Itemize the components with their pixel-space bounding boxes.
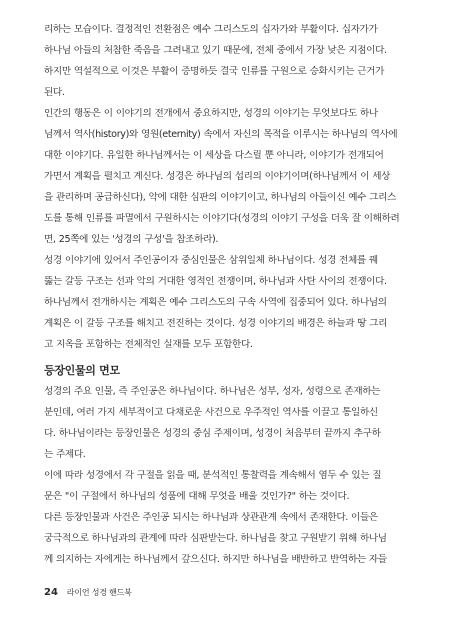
text-line: 다른 등장인물과 사건은 주인공 되시는 하나님과 상관관계 속에서 존재한다. 이들은 [44, 512, 378, 523]
text-line: 을 관리하며 공급하신다), 악에 대한 심판의 이야기이고, 하나님의 아들이신 예수 그리스 [44, 192, 396, 203]
text-line: 뚫는 갈등 구조는 선과 악의 거대한 영적인 전쟁이며, 하나님과 사탄 사이의 전쟁이다. [44, 276, 387, 287]
text-line: 는 주제다. [44, 449, 86, 460]
text-line: 궁극적으로 하나님과의 관계에 따라 심판받는다. 하나님을 찾고 구원받기 위해 하나님 [44, 533, 387, 544]
text-line: 께 의지하는 자에게는 하나님께서 갚으신다. 하지만 하나님을 배반하고 반역하는 자들 [44, 554, 387, 565]
page-footer [44, 587, 132, 598]
text-line: 성경 이야기에 있어서 주인공이자 중심인물은 삼위일체 하나님이다. 성경 전체를 꿰 [44, 255, 378, 266]
text-line: 성경의 주요 인물, 즉 주인공은 하나님이다. 하나님은 성부, 성자, 성령으로 존재하는 [44, 386, 381, 397]
page-number: 24 [44, 587, 58, 598]
text-line: 하나님 아들의 처참한 죽음을 그려내고 있기 때문에, 전체 중에서 가장 낮은 지점이다. [44, 45, 387, 56]
text-line: 인간의 행동은 이 이야기의 전개에서 중요하지만, 성경의 이야기는 무엇보다도 하나 [44, 108, 378, 119]
text-line: 문은 "이 구절에서 하나님의 성품에 대해 무엇을 배울 것인가?" 하는 것이다. [44, 491, 350, 502]
text-line: 대한 이야기다. 유일한 하나님께서는 이 세상을 다스릴 뿐 아니라, 이야기가 전개되어 [44, 150, 384, 161]
section-heading: 등장인물의 면모 [44, 364, 120, 377]
text-line: 도를 통해 인류를 파멸에서 구원하시는 이야기다(성경의 이야기 구성을 더욱 잘 이해하려 [44, 213, 400, 224]
text-line: 리하는 모습이다. 결정적인 전환점은 예수 그리스도의 십자가와 부활이다. 십자가가 [44, 24, 378, 35]
text-line: 분인데, 여러 가지 세부적이고 다채로운 사건으로 우주적인 역사를 이끌고 통일하신 [44, 407, 378, 418]
text-line: 계획은 이 갈등 구조를 해치고 전진하는 것이다. 성경 이야기의 배경은 하늘과 땅 그리 [44, 318, 388, 329]
text-line: 된다. [44, 87, 65, 98]
text-line: 이에 따라 성경에서 각 구절을 읽을 때, 분석적인 통찰력을 계속해서 염두 수 있는 질 [44, 470, 382, 481]
text-line: 면, 25쪽에 있는 '성경의 구성'을 참조하라). [44, 234, 219, 245]
text-line: 가면서 계획을 펼치고 계신다. 성경은 하나님의 섭리의 이야기이며(하나님께서 이 세상 [44, 171, 391, 182]
text-line: 님께서 역사(history)와 영원(eternity) 속에서 자신의 목적을 이루시는 하나님의 역사에 [44, 129, 398, 140]
book-title: 라이언 성경 핸드북 [66, 588, 132, 597]
text-line: 하나님께서 전개하시는 계획은 예수 그리스도의 구속 사역에 집중되어 있다. 하나님의 [44, 297, 387, 308]
text-line: 고 지옥을 포함하는 전체적인 실재를 모두 포함한다. [44, 339, 253, 350]
text-line: 다. 하나님이라는 등장인물은 성경의 중심 주제이며, 성경이 처음부터 끝까지 추구하 [44, 428, 381, 439]
text-line: 하지만 역설적으로 이것은 부활이 증명하듯 결국 인류를 구원으로 승화시키는 근거가 [44, 66, 385, 77]
